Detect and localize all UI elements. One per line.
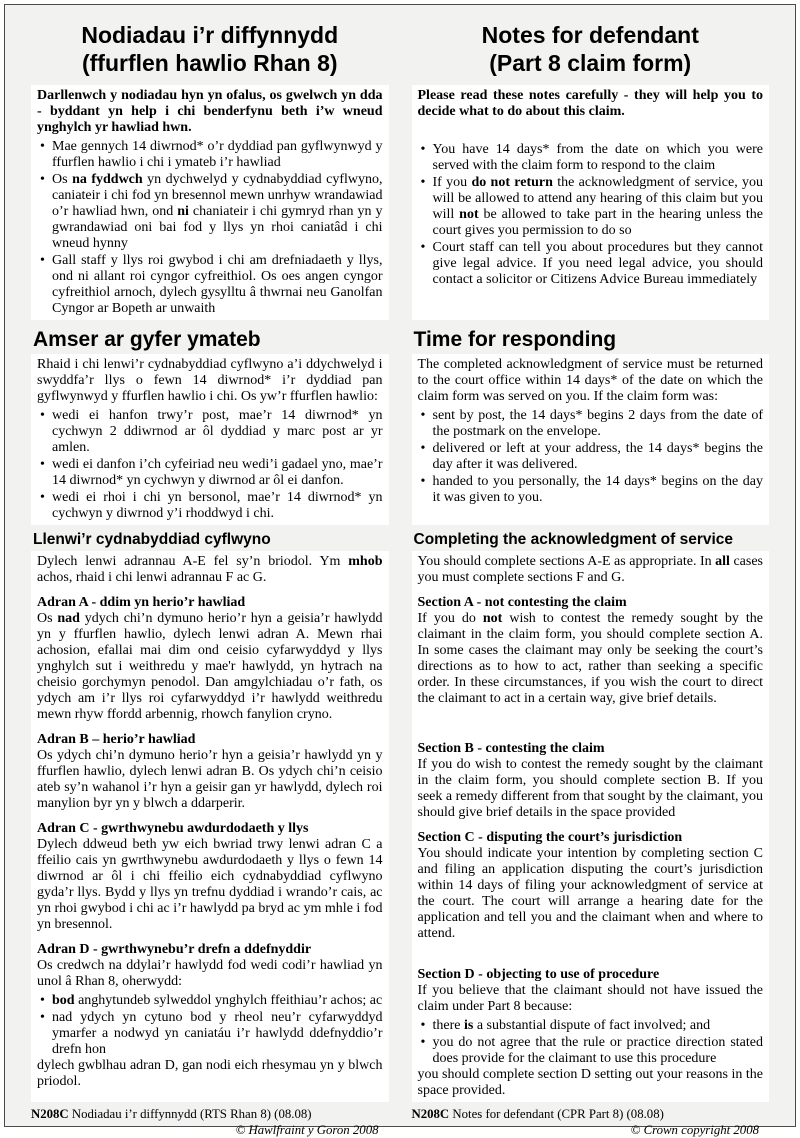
intro-paragraph: Darllenwch y nodiadau hyn yn ofalus, os gwelwch yn dda - byddant yn help i chi benderfynu beth i’w wneud ynghylch yr hawliad hwn. <box>37 88 383 135</box>
body-paragraph: Os ydych chi’n dymuno herio’r hyn a geisia’r hawlydd yn y ffurflen hawlio, dylech lenwi adran B. Os ydych chi’n ceisio ateb sy’n wahanol i’r hyn a geisir gan yr hawlydd, dylech roi manylion byr yn y blwch a ddarperir. <box>37 748 383 811</box>
body-paragraph: Dylech lenwi adrannau A-E fel sy’n briodol. Ym mhob achos, rhaid i chi lenwi adrannau F ac G. <box>37 554 383 585</box>
body-paragraph: Dylech ddweud beth yw eich bwriad trwy lenwi adran C a ffeilio cais yn gwrthwynebu awdurdodaeth y llys o fewn 14 diwrnod ar ôl i chi ffeilio eich cydnabyddiad cyflwyno gyda’r llys. Bydd y llys yn trefnu dyddiad i wrando’r cais, ac yn rhoi gwybod i chi ac i’r hawlydd pa bryd ac ym mhle i fod yn bresennol. <box>37 837 383 932</box>
intro-paragraph: Please read these notes carefully - they will help you to decide what to do about this claim. <box>417 88 763 119</box>
bullet-list <box>418 142 764 288</box>
form-notes-page <box>4 4 796 1137</box>
body-paragraph: Os nad ydych chi’n dymuno herio’r hyn a geisia’r hawlydd yn y ffurflen hawlio, dylech lenwi adran A. Mewn rhai achosion, efallai mai dim ond ceisio cyfarwyddyd y llys ynghylch sut i weithredu y mae'r hawlydd, yn hytrach na cheisio gorchymyn penodol. Dan amgylchiadau o’r fath, os ydych am i’r llys roi cyfarwyddyd i’r hawlydd weithredu mewn rhyw ffordd arbennig, rhowch fanylion cryno. <box>37 611 383 722</box>
body-paragraph: If you do wish to contest the remedy sought by the claimant in the claim form, you should complete section B. If you seek a remedy different from that sought by the claimant, you should give brief details in the space provided <box>417 757 763 820</box>
bullet-list <box>37 139 383 317</box>
body-paragraph: The completed acknowledgment of service must be returned to the court office within 14 days* of the date on which the claim form was served on you. If the claim form was: <box>417 357 763 404</box>
content-box <box>31 551 389 1102</box>
footer-copyright: © Crown copyright 2008 <box>630 1123 759 1137</box>
content-box <box>412 551 770 1102</box>
body-paragraph: dylech gwblhau adran D, gan nodi eich rhesymau yn y blwch priodol. <box>37 1058 383 1089</box>
page-title-line: Notes for defendant <box>481 22 699 48</box>
bullet-item: • Gall staff y llys roi gwybod i chi am drefniadaeth y llys, ond ni allant roi cyngor cyfreithiol. Os oes angen cyngor cyfreithiol arnoch, dylech gysylltu â thwrnai neu Ganolfan Cyngor ar Bopeth ar unwaith <box>37 253 383 317</box>
page-title-line: Nodiadau i’r diffynnydd <box>81 22 339 48</box>
content-box <box>31 354 389 525</box>
bullet-list <box>418 408 764 506</box>
footer-form-number: N208C Nodiadau i’r diffynnydd (RTS Rhan 8) (08.08) <box>31 1107 312 1121</box>
body-paragraph: Os credwch na ddylai’r hawlydd fod wedi codi’r hawliad yn unol â Rhan 8, oherwydd: <box>37 958 383 989</box>
footer-welsh <box>31 1106 389 1138</box>
bullet-item: • delivered or left at your address, the 14 days* begins the day after it was delivered. <box>418 441 764 473</box>
bullet-item: • there is a substantial dispute of fact involved; and <box>418 1018 764 1034</box>
bullet-item: • bod anghytundeb sylweddol ynghylch ffeithiau’r achos; ac <box>37 993 383 1009</box>
bullet-list <box>37 993 383 1058</box>
footer-form-number: N208C Notes for defendant (CPR Part 8) (08.08) <box>411 1107 664 1121</box>
content-box <box>31 85 389 320</box>
bullet-item: • sent by post, the 14 days* begins 2 days from the date of the postmark on the envelope. <box>418 408 764 440</box>
subsection-title: Section A - not contesting the claim <box>417 595 627 610</box>
bullet-item: • wedi ei danfon i’ch cyfeiriad neu wedi’i gadael yno, mae’r 14 diwrnod* yn cychwyn y diwrnod ar ôl ei danfon. <box>37 457 383 489</box>
bullet-item: • You have 14 days* from the date on which you were served with the claim form to respond to the claim <box>418 142 764 174</box>
page-title-line: (ffurflen hawlio Rhan 8) <box>81 50 338 76</box>
subsection-heading-welsh: Llenwi’r cydnabyddiad cyflwyno <box>33 531 271 548</box>
subsection-title: Adran A - ddim yn herio’r hawliad <box>37 595 246 610</box>
body-paragraph: you should complete section D setting out your reasons in the space provided. <box>417 1067 763 1098</box>
footer-english <box>412 1106 770 1138</box>
content-box <box>412 85 770 320</box>
page-title-welsh <box>31 17 389 77</box>
body-paragraph: You should indicate your intention by completing section C and filing an application disputing the court’s jurisdiction within 14 days of filing your acknowledgment of service at the court. The court will arrange a hearing date for the application and tell you and the claimant when and where to attend. <box>417 846 763 941</box>
page-title-line: (Part 8 claim form) <box>489 50 692 76</box>
bullet-item: • handed to you personally, the 14 days* begins on the day it was given to you. <box>418 474 764 506</box>
section-heading-welsh: Amser ar gyfer ymateb <box>33 328 261 351</box>
footer-copyright: © Hawlfraint y Goron 2008 <box>235 1123 379 1137</box>
bullet-list <box>418 1018 764 1067</box>
bullet-item: • Os na fyddwch yn dychwelyd y cydnabyddiad cyflwyno, caniateir i chi fod yn bresennol mewn unrhyw wrandawiad o’r hawliad hwn, ond ni chaniateir i chi gymryd rhan yn y gwrandawiad oni bai fod y llys yn rhoi caniatâd i chi wneud hynny <box>37 172 383 252</box>
bullet-item: • you do not agree that the rule or practice direction stated does provide for the claimant to use this procedure <box>418 1035 764 1067</box>
two-column-layout <box>5 5 795 1138</box>
body-paragraph: If you believe that the claimant should not have issued the claim under Part 8 because: <box>417 983 763 1014</box>
body-paragraph: You should complete sections A-E as appropriate. In all cases you must complete sections F and G. <box>417 554 763 585</box>
body-paragraph: If you do not wish to contest the remedy sought by the claimant in the claim form, you should complete section A. In some cases the claimant may only be seeking the court’s directions as to how to act, rather than seeking a specific order. In these circumstances, if you wish the court to direct the claimant to act in a certain way, give brief details. <box>417 611 763 706</box>
subsection-heading-english: Completing the acknowledgment of service <box>413 531 734 548</box>
subsection-title: Adran D - gwrthwynebu’r drefn a ddefnyddir <box>37 942 312 957</box>
content-box <box>412 354 770 525</box>
bullet-item: • If you do not return the acknowledgment of service, you will be allowed to attend any hearing of this claim but you will not be allowed to take part in the hearing unless the court gives you permission to do so <box>418 175 764 239</box>
subsection-title: Section D - objecting to use of procedure <box>417 967 660 982</box>
body-paragraph: Rhaid i chi lenwi’r cydnabyddiad cyflwyno a’i ddychwelyd i swyddfa’r llys o fewn 14 diwrnod* i’r dyddiad pan gyflwynwyd y ffurflen hawlio i chi. Os yw’r ffurflen hawlio: <box>37 357 383 404</box>
subsection-title: Adran B – herio’r hawliad <box>37 732 196 747</box>
page-title-english <box>412 17 770 77</box>
subsection-title: Section B - contesting the claim <box>417 741 605 756</box>
bullet-list <box>37 408 383 522</box>
bullet-item: • wedi ei hanfon trwy’r post, mae’r 14 diwrnod* yn cychwyn 2 ddiwrnod ar ôl dyddiad y marc post ar yr amlen. <box>37 408 383 456</box>
subsection-title: Adran C - gwrthwynebu awdurdodaeth y llys <box>37 821 309 836</box>
section-heading-english: Time for responding <box>413 328 617 351</box>
bullet-item: • nad ydych yn cytuno bod y rheol neu’r cyfarwyddyd ymarfer a nodwyd yn caniatáu i’r hawlydd ddefnyddio’r drefn hon <box>37 1010 383 1058</box>
bullet-item: • Court staff can tell you about procedures but they cannot give legal advice. If you need legal advice, you should contact a solicitor or Citizens Advice Bureau immediately <box>418 240 764 288</box>
bullet-item: • Mae gennych 14 diwrnod* o’r dyddiad pan gyflwynwyd y ffurflen hawlio i chi i ymateb i’r hawliad <box>37 139 383 171</box>
bullet-item: • wedi ei rhoi i chi yn bersonol, mae’r 14 diwrnod* yn cychwyn y diwrnod y’i rhoddwyd i chi. <box>37 490 383 522</box>
subsection-title: Section C - disputing the court’s jurisdiction <box>417 830 683 845</box>
